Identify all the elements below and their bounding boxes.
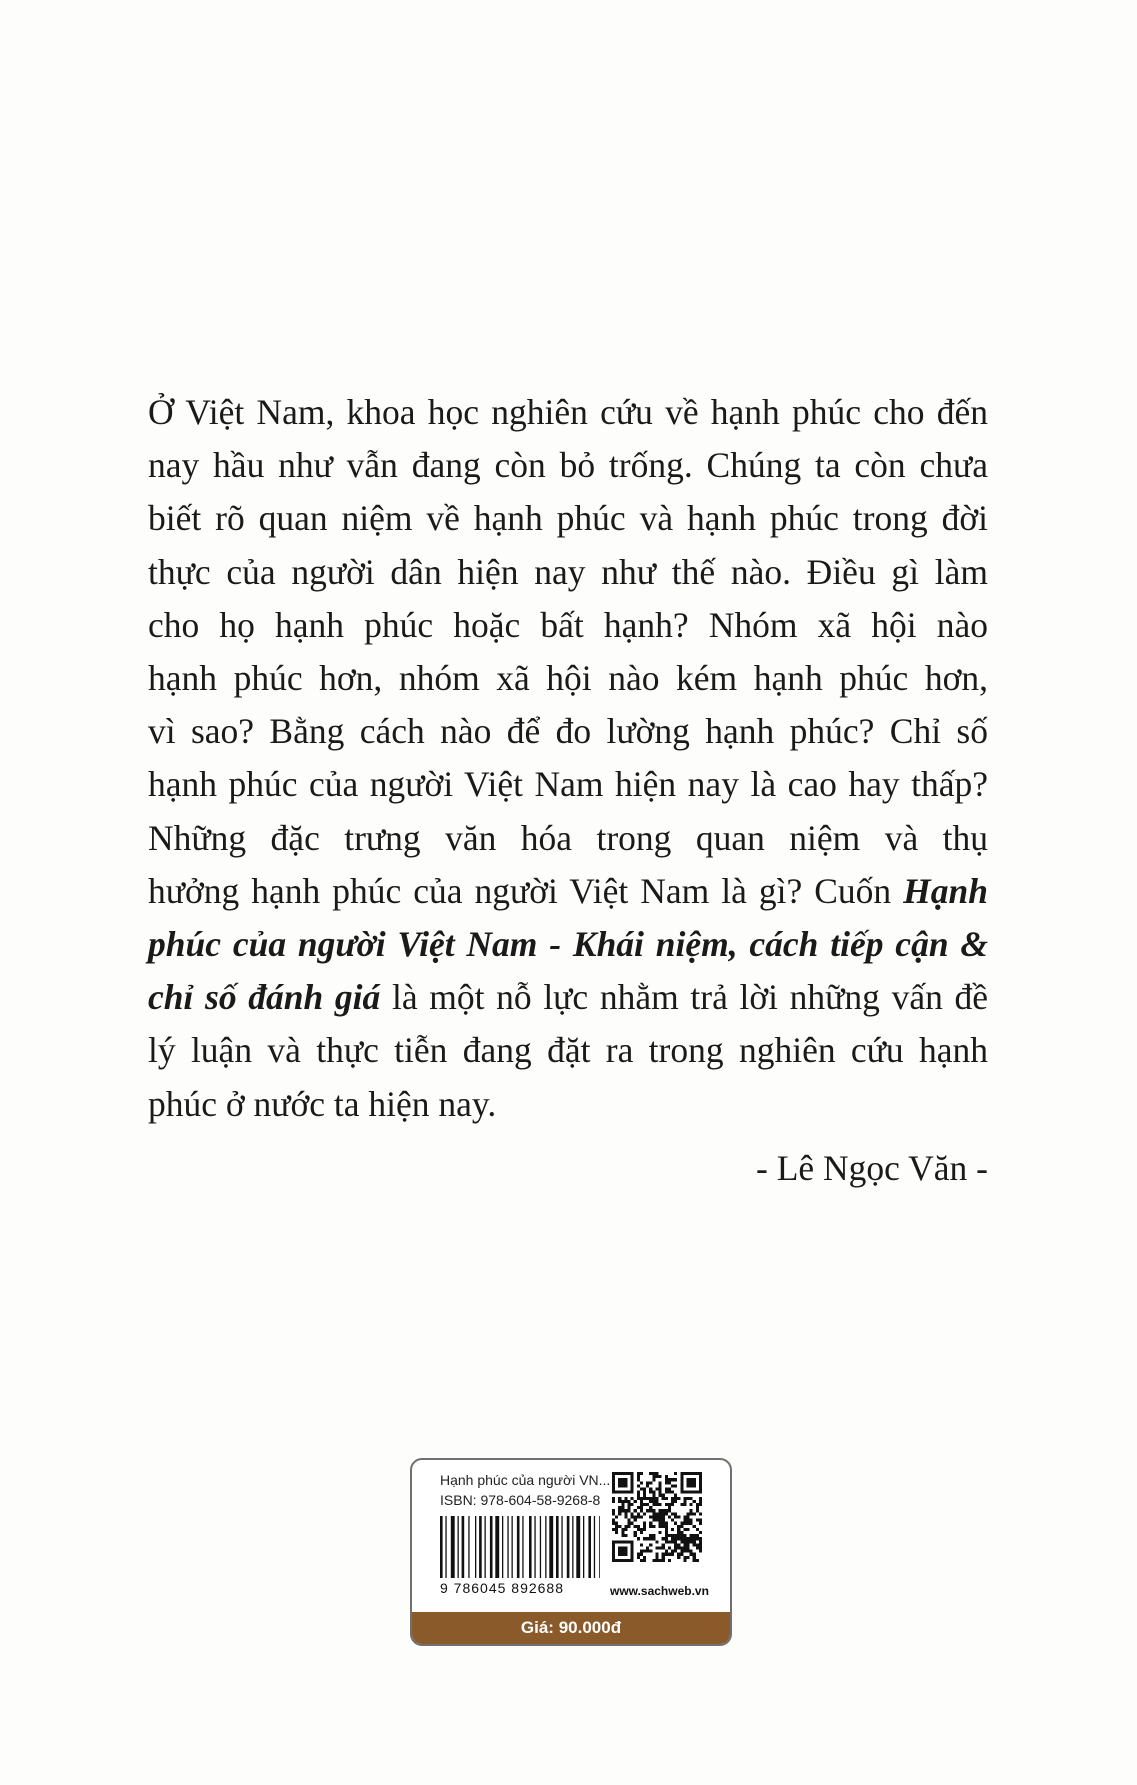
- blurb-line: [148, 971, 988, 1024]
- blurb-line: hạnh phúc hơn, nhóm xã hội nào kém hạnh phúc hơn,: [148, 658, 988, 699]
- price-label: Giá: 90.000đ: [412, 1612, 730, 1644]
- book-title-text: Hạnh: [903, 870, 989, 911]
- author-signature: - Lê Ngọc Văn -: [756, 1148, 988, 1188]
- blurb-line: thực của người dân hiện nay như thế nào. Điều gì làm: [148, 551, 988, 592]
- book-title-text: phúc của người Việt Nam - Khái niệm, cách tiếp cận &: [148, 924, 988, 965]
- blurb-line: phúc ở nước ta hiện nay.: [148, 1083, 497, 1124]
- book-title-text: chỉ số đánh giá: [148, 977, 381, 1018]
- blurb-text: là một nỗ lực nhằm trả lời những vấn đề: [391, 977, 989, 1018]
- blurb-line: cho họ hạnh phúc hoặc bất hạnh? Nhóm xã hội nào: [148, 604, 988, 645]
- blurb-line: biết rõ quan niệm về hạnh phúc và hạnh phúc trong đời: [148, 498, 988, 539]
- price-sticker: [410, 1458, 732, 1646]
- barcode-digits: 9 786045 892688: [440, 1580, 564, 1596]
- sticker-website: www.sachweb.vn: [610, 1584, 709, 1598]
- qr-code-icon: [612, 1472, 702, 1562]
- blurb-line: Ở Việt Nam, khoa học nghiên cứu về hạnh phúc cho đến: [148, 392, 988, 432]
- blurb-text: hưởng hạnh phúc của người Việt Nam là gì? Cuốn: [148, 870, 892, 911]
- blurb-line: hạnh phúc của người Việt Nam hiện nay là cao hay thấp?: [148, 764, 988, 805]
- blurb-line: [148, 865, 988, 918]
- barcode-icon: [440, 1516, 600, 1578]
- blurb-line: lý luận và thực tiễn đang đặt ra trong nghiên cứu hạnh: [148, 1030, 988, 1071]
- sticker-isbn: ISBN: 978-604-58-9268-8: [440, 1492, 601, 1508]
- blurb-line: nay hầu như vẫn đang còn bỏ trống. Chúng ta còn chưa: [148, 445, 988, 486]
- blurb-line: vì sao? Bằng cách nào để đo lường hạnh phúc? Chỉ số: [148, 711, 988, 752]
- sticker-book-title: Hạnh phúc của người VN...: [440, 1472, 611, 1488]
- blurb-line: [148, 918, 988, 971]
- back-cover-blurb: [148, 386, 988, 1131]
- blurb-line: Những đặc trưng văn hóa trong quan niệm và thụ: [148, 817, 988, 858]
